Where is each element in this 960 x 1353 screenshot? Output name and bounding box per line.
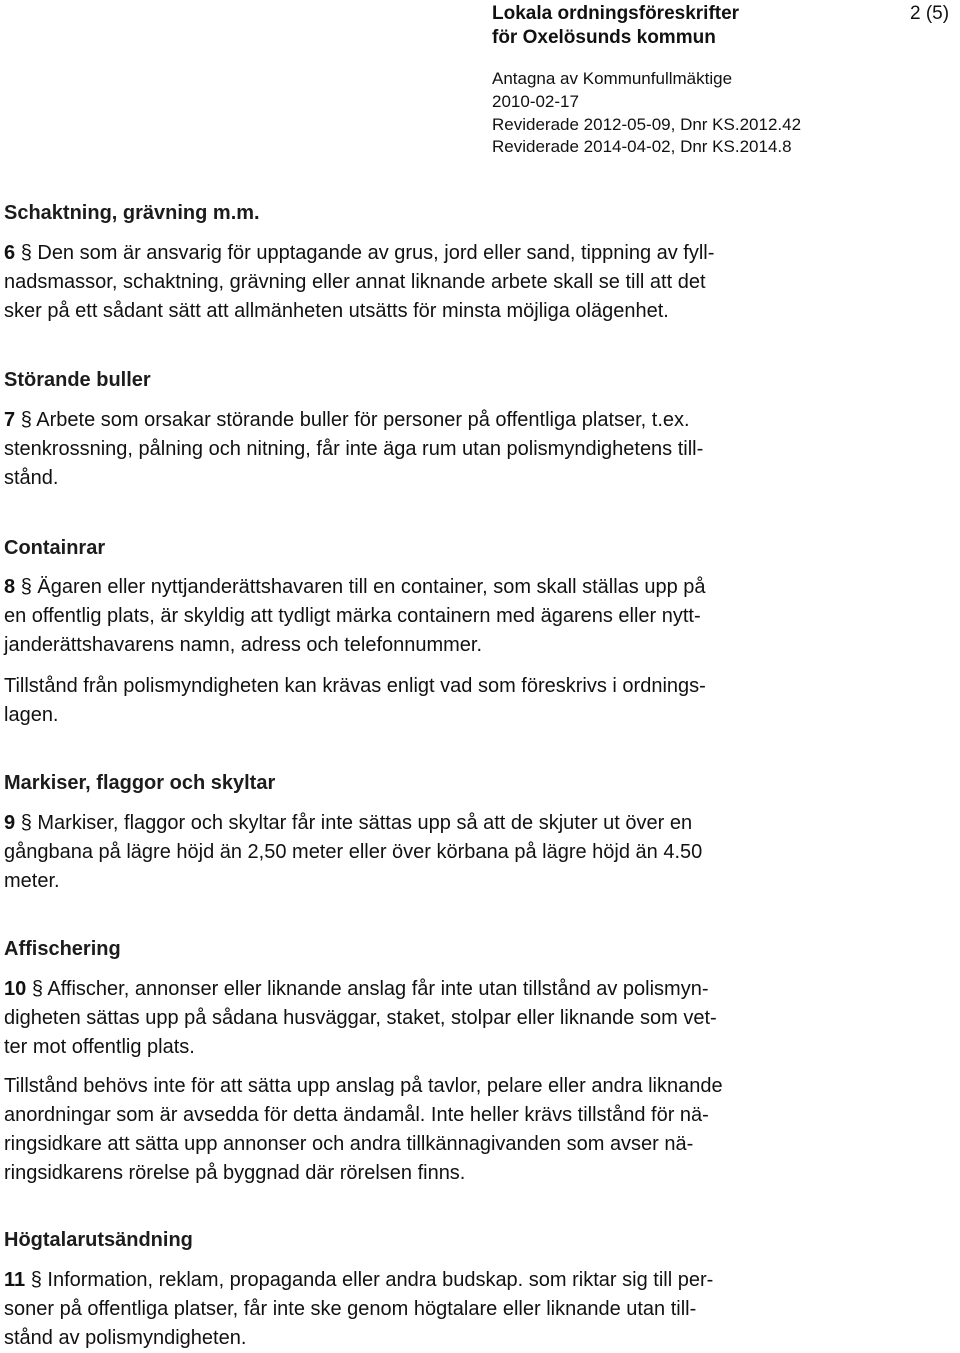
section-sign: § <box>20 576 32 598</box>
paragraph-number: 6 <box>4 242 16 264</box>
paragraph-number: 8 <box>4 576 16 598</box>
section-sign: § <box>20 812 32 834</box>
paragraph-line: ringsidkare att sätta upp annonser och andra tillkännagivanden som avser nä- <box>4 1133 694 1155</box>
section-sign: § <box>31 978 43 1000</box>
paragraph-line: 9 § Markiser, flaggor och skyltar får inte sättas upp så att de skjuter ut över en <box>4 812 693 834</box>
paragraph-line: nadsmassor, schaktning, grävning eller annat liknande arbete skall se till att det <box>4 271 706 293</box>
paragraph-number: 11 <box>4 1269 26 1291</box>
paragraph-line: soner på offentliga platser, får inte ske genom högtalare eller liknande utan till- <box>4 1298 697 1320</box>
paragraph-line: digheten sättas upp på sådana husväggar, staket, stolpar eller liknande som vet- <box>4 1007 717 1029</box>
section-sign: § <box>20 409 32 431</box>
section-heading-storande-buller: Störande buller <box>4 369 151 391</box>
paragraph-line: stånd av polismyndigheten. <box>4 1327 247 1349</box>
header-title-line2: för Oxelösunds kommun <box>492 27 716 48</box>
paragraph-number: 7 <box>4 409 16 431</box>
paragraph-9 <box>4 809 864 896</box>
section-heading-hogtalarutsandning: Högtalarutsändning <box>4 1229 193 1251</box>
paragraph-line: 6 § Den som är ansvarig för upptagande av grus, jord eller sand, tippning av fyll- <box>4 242 715 264</box>
section-heading-markiser: Markiser, flaggor och skyltar <box>4 772 276 794</box>
paragraph-line: 11 § Information, reklam, propaganda eller andra budskap. som riktar sig till per- <box>4 1269 714 1291</box>
paragraph-number: 9 <box>4 812 16 834</box>
paragraph-11 <box>4 1266 864 1353</box>
paragraph-line: stånd. <box>4 467 59 489</box>
paragraph-line: sker på ett sådant sätt att allmänheten utsätts för minsta möjliga olägenhet. <box>4 300 669 322</box>
paragraph-line: ter mot offentlig plats. <box>4 1036 195 1058</box>
page-number: 2 (5) <box>910 3 950 24</box>
paragraph-number: 10 <box>4 978 27 1000</box>
header-revised-2: Reviderade 2014-04-02, Dnr KS.2014.8 <box>492 137 792 156</box>
paragraph-10-note <box>4 1072 864 1188</box>
header-adopted: Antagna av Kommunfullmäktige <box>492 69 733 88</box>
paragraph-line: anordningar som är avsedda för detta ändamål. Inte heller krävs tillstånd för nä- <box>4 1104 709 1126</box>
paragraph-line: Tillstånd från polismyndigheten kan krävas enligt vad som föreskrivs i ordnings- <box>4 675 706 697</box>
header-date: 2010-02-17 <box>492 92 579 111</box>
paragraph-line: gångbana på lägre höjd än 2,50 meter eller över körbana på lägre höjd än 4.50 <box>4 841 703 863</box>
section-heading-schaktning: Schaktning, grävning m.m. <box>4 202 260 224</box>
paragraph-line: janderättshavarens namn, adress och telefonnummer. <box>4 634 483 656</box>
paragraph-8-note <box>4 672 864 730</box>
paragraph-line: lagen. <box>4 704 59 726</box>
paragraph-line: ringsidkarens rörelse på byggnad där rörelsen finns. <box>4 1162 466 1184</box>
paragraph-7 <box>4 406 864 493</box>
paragraph-6 <box>4 239 864 326</box>
paragraph-line: en offentlig plats, är skyldig att tydligt märka containern med ägarens eller nytt- <box>4 605 701 627</box>
paragraph-line: meter. <box>4 870 60 892</box>
paragraph-line: stenkrossning, pålning och nitning, får inte äga rum utan polismyndighetens till- <box>4 438 704 460</box>
paragraph-line: 10 § Affischer, annonser eller liknande anslag får inte utan tillstånd av polismyn- <box>4 978 709 1000</box>
section-sign: § <box>20 242 32 264</box>
section-sign: § <box>30 1269 42 1291</box>
paragraph-8 <box>4 573 864 660</box>
header-revised-1: Reviderade 2012-05-09, Dnr KS.2012.42 <box>492 115 802 134</box>
section-heading-affischering: Affischering <box>4 938 121 960</box>
section-heading-containrar: Containrar <box>4 537 106 559</box>
paragraph-10 <box>4 975 864 1062</box>
paragraph-line: Tillstånd behövs inte för att sätta upp anslag på tavlor, pelare eller andra liknande <box>4 1075 723 1097</box>
header-title-line1: Lokala ordningsföreskrifter <box>492 3 740 24</box>
paragraph-line: 7 § Arbete som orsakar störande buller för personer på offentliga platser, t.ex. <box>4 409 690 431</box>
paragraph-line: 8 § Ägaren eller nyttjanderättshavaren till en container, som skall ställas upp på <box>4 576 706 598</box>
